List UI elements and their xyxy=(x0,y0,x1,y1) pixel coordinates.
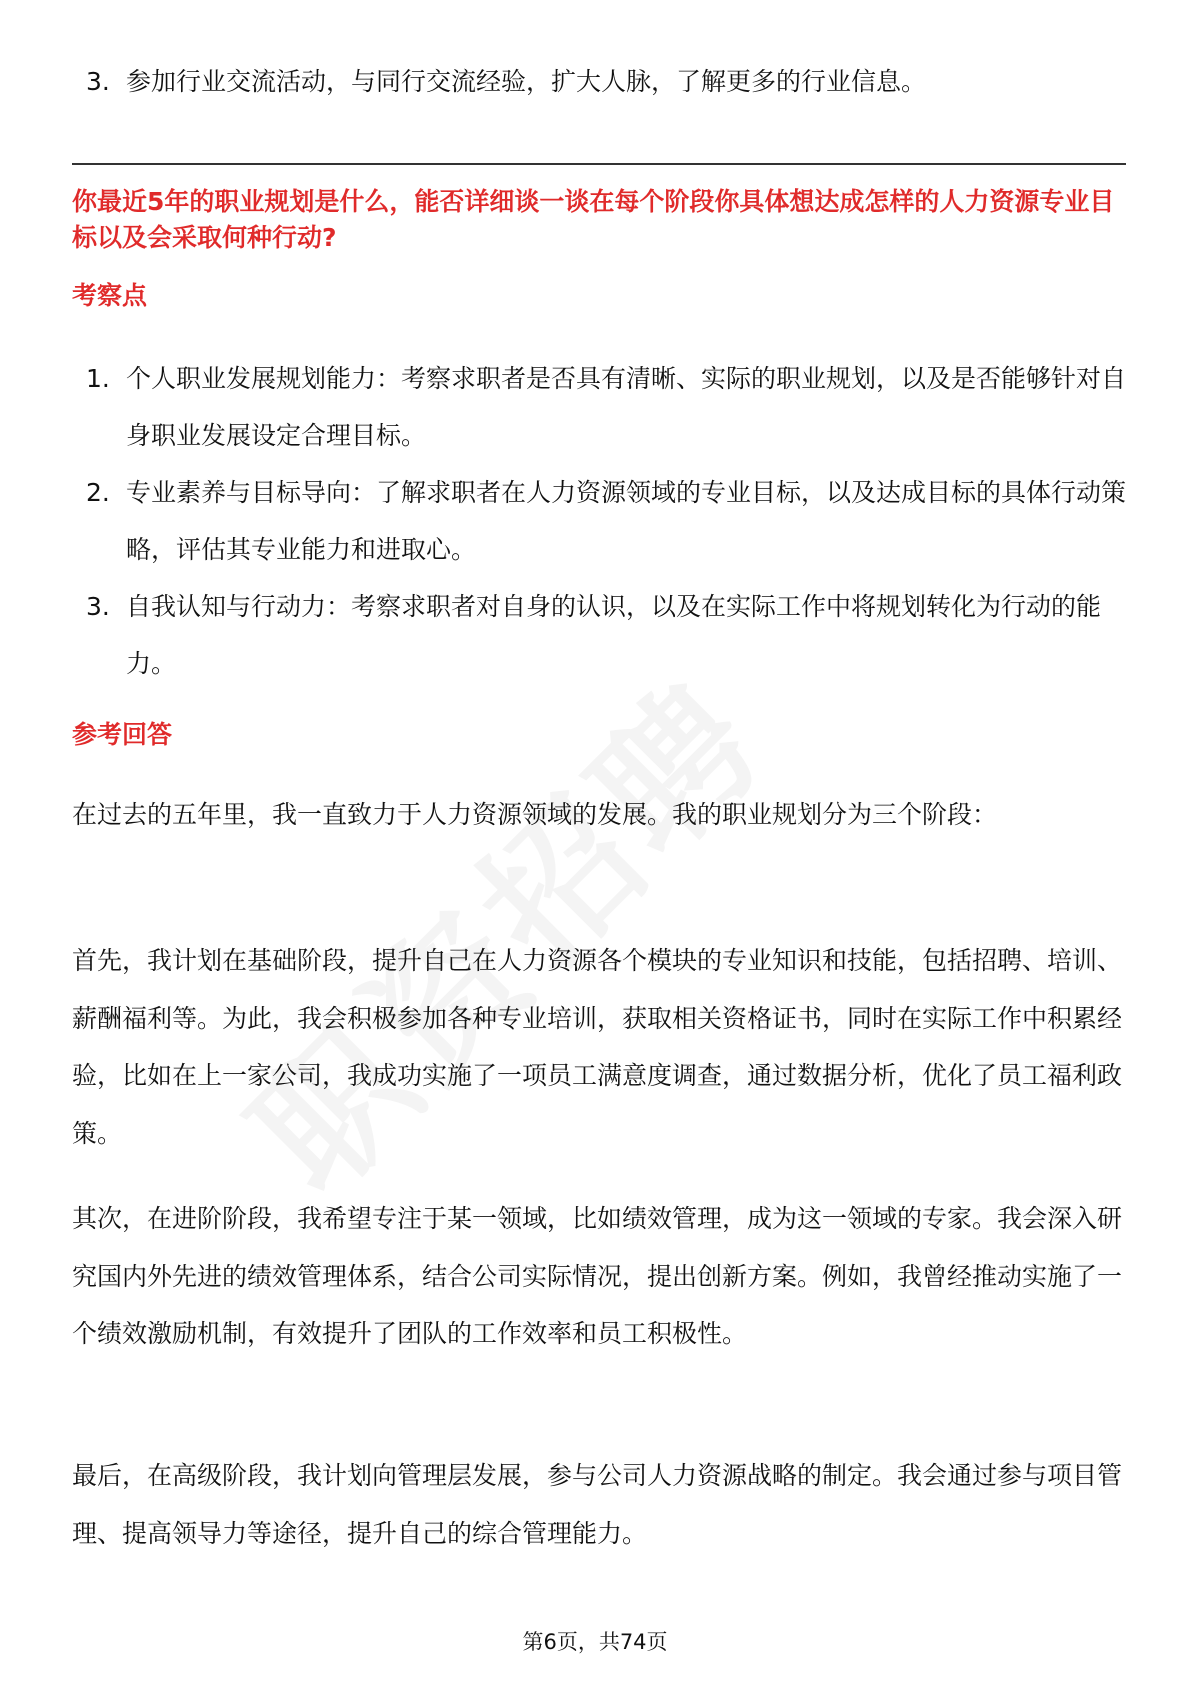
page-footer: 第6页，共74页 xyxy=(522,1630,668,1654)
list-item xyxy=(86,578,1126,692)
list-item-text: 个人职业发展规划能力：考察求职者是否具有清晰、实际的职业规划，以及是否能够针对自身职业发展设定合理目标。 xyxy=(126,364,1127,450)
list-item xyxy=(86,62,1126,102)
list-item xyxy=(86,464,1126,578)
list-item-number: 2. xyxy=(86,478,110,507)
list-item-number: 3. xyxy=(86,67,110,96)
list-item-number: 3. xyxy=(86,592,110,621)
section-title-kaochadian: 考察点 xyxy=(72,281,148,310)
answer-paragraph: 在过去的五年里，我一直致力于人力资源领域的发展。我的职业规划分为三个阶段： xyxy=(72,800,998,829)
question-heading: 你最近5年的职业规划是什么，能否详细谈一谈在每个阶段你具体想达成怎样的人力资源专业目标以及会采取何种行动? xyxy=(72,187,1115,252)
list-item-number: 1. xyxy=(86,364,110,393)
answer-paragraph: 首先，我计划在基础阶段，提升自己在人力资源各个模块的专业知识和技能，包括招聘、培训、薪酬福利等。为此，我会积极参加各种专业培训，获取相关资格证书，同时在实际工作中积累经验，比如在上一家公司，我成功实施了一项员工满意度调查，通过数据分析，优化了员工福利政策。 xyxy=(72,946,1123,1148)
list-item xyxy=(86,350,1126,464)
assessment-points-list xyxy=(86,350,1126,692)
section-title-reference-answer: 参考回答 xyxy=(72,720,173,749)
list-item-text: 专业素养与目标导向：了解求职者在人力资源领域的专业目标，以及达成目标的具体行动策略，评估其专业能力和进取心。 xyxy=(126,478,1127,564)
answer-paragraph: 最后，在高级阶段，我计划向管理层发展，参与公司人力资源战略的制定。我会通过参与项目管理、提高领导力等途径，提升自己的综合管理能力。 xyxy=(72,1461,1123,1548)
list-item-text: 参加行业交流活动，与同行交流经验，扩大人脉，了解更多的行业信息。 xyxy=(126,67,927,96)
list-item-text: 自我认知与行动力：考察求职者对自身的认识，以及在实际工作中将规划转化为行动的能力。 xyxy=(126,592,1102,678)
answer-paragraph: 其次，在进阶阶段，我希望专注于某一领域，比如绩效管理，成为这一领域的专家。我会深入研究国内外先进的绩效管理体系，结合公司实际情况，提出创新方案。例如，我曾经推动实施了一个绩效激励机制，有效提升了团队的工作效率和员工积极性。 xyxy=(72,1204,1123,1348)
divider xyxy=(72,163,1126,165)
